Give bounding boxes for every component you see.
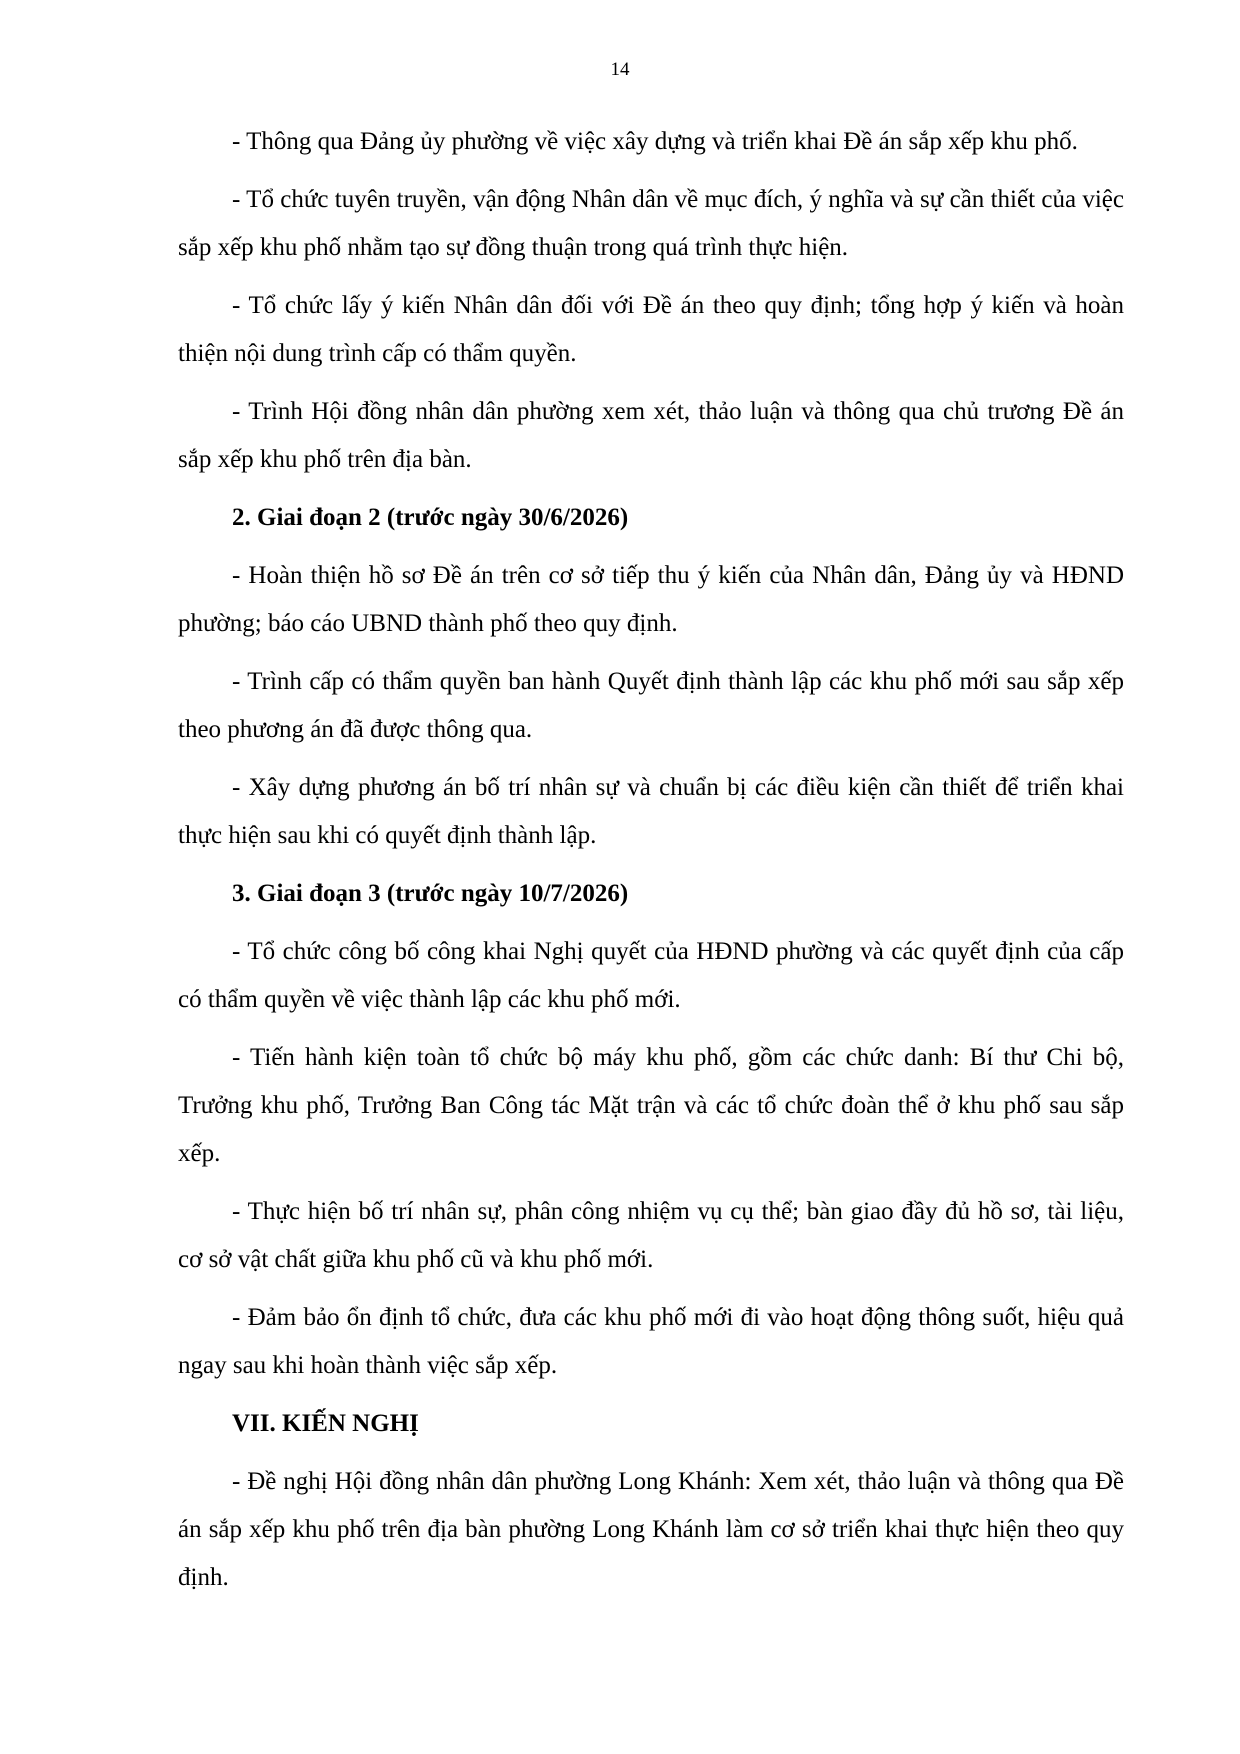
paragraph-5: - Hoàn thiện hồ sơ Đề án trên cơ sở tiếp thu ý kiến của Nhân dân, Đảng ủy và HĐND phường; báo cáo UBND thành phố theo quy định. [178, 562, 1124, 637]
section-vii-heading: VII. KIẾN NGHỊ [232, 1410, 419, 1437]
paragraph-1: - Thông qua Đảng ủy phường về việc xây dựng và triển khai Đề án sắp xếp khu phố. [232, 128, 1078, 155]
paragraph-8: - Tổ chức công bố công khai Nghị quyết của HĐND phường và các quyết định của cấp có thẩm quyền về việc thành lập các khu phố mới. [178, 938, 1124, 1013]
phase-3-heading: 3. Giai đoạn 3 (trước ngày 10/7/2026) [232, 880, 629, 907]
paragraph-12: - Đề nghị Hội đồng nhân dân phường Long Khánh: Xem xét, thảo luận và thông qua Đề án sắp xếp khu phố trên địa bàn phường Long Khánh làm cơ sở triển khai thực hiện theo quy định. [178, 1468, 1124, 1591]
paragraph-6: - Trình cấp có thẩm quyền ban hành Quyết định thành lập các khu phố mới sau sắp xếp theo phương án đã được thông qua. [178, 668, 1124, 743]
paragraph-9: - Tiến hành kiện toàn tổ chức bộ máy khu phố, gồm các chức danh: Bí thư Chi bộ, Trưởng khu phố, Trưởng Ban Công tác Mặt trận và các tổ chức đoàn thể ở khu phố sau sắp xếp. [178, 1044, 1124, 1167]
page-number: 14 [610, 59, 630, 80]
paragraph-7: - Xây dựng phương án bố trí nhân sự và chuẩn bị các điều kiện cần thiết để triển khai thực hiện sau khi có quyết định thành lập. [178, 774, 1124, 849]
paragraph-4: - Trình Hội đồng nhân dân phường xem xét, thảo luận và thông qua chủ trương Đề án sắp xếp khu phố trên địa bàn. [178, 398, 1124, 473]
paragraph-2: - Tổ chức tuyên truyền, vận động Nhân dân về mục đích, ý nghĩa và sự cần thiết của việc sắp xếp khu phố nhằm tạo sự đồng thuận trong quá trình thực hiện. [178, 186, 1124, 261]
phase-2-heading: 2. Giai đoạn 2 (trước ngày 30/6/2026) [232, 504, 629, 531]
paragraph-11: - Đảm bảo ổn định tổ chức, đưa các khu phố mới đi vào hoạt động thông suốt, hiệu quả ngay sau khi hoàn thành việc sắp xếp. [178, 1304, 1124, 1379]
paragraph-3: - Tổ chức lấy ý kiến Nhân dân đối với Đề án theo quy định; tổng hợp ý kiến và hoàn thiện nội dung trình cấp có thẩm quyền. [178, 292, 1124, 367]
document-body [178, 118, 1124, 1612]
paragraph-10: - Thực hiện bố trí nhân sự, phân công nhiệm vụ cụ thể; bàn giao đầy đủ hồ sơ, tài liệu, cơ sở vật chất giữa khu phố cũ và khu phố mới. [178, 1198, 1124, 1273]
